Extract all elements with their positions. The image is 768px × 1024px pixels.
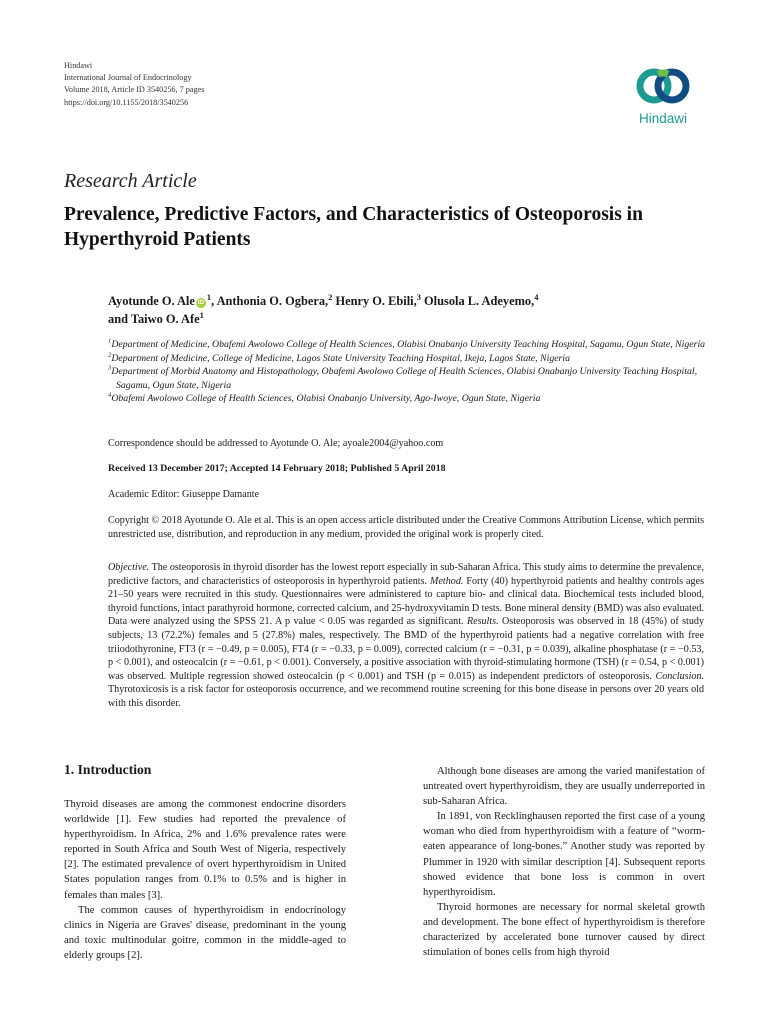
section-heading: 1. Introduction [64, 762, 152, 777]
affiliation-text: Department of Medicine, College of Medicine, Lagos State University Teaching Hospital, Ikeja, Lagos State, Nigeria [111, 352, 570, 364]
right-column [423, 764, 705, 960]
journal-header [64, 60, 204, 109]
orcid-icon[interactable]: iD [197, 299, 205, 306]
affiliation-text: Department of Morbid Anatomy and Histopathology, Obafemi Awolowo College of Health Sciences, Olabisi Onabanjo University Teaching Hospital, Sagamu, Ogun State, Nigeria [111, 366, 698, 391]
correspondence: Correspondence should be addressed to Ayotunde O. Ale; ayoale2004@yahoo.com [108, 438, 444, 449]
body-paragraph: In 1891, von Recklinghausen reported the first case of a young woman who died from hyperthyroidism with a feature of “worm-eaten appearance of long-bones.” Another study was reported by Plummer in 1920 with similar description [4]. Subsequent reports showed evidence that bone loss is common in overt hyperthyroidism. [423, 811, 705, 898]
author-affiliation-marker: 1 [199, 309, 204, 320]
abstract-results: Osteoporosis was observed in 18 (45%) of study subjects, 13 (72.2%) females and 5 (27.8%) males, respectively. The BMD of the hyperthyroid patients had a negative correlation with free triiodothyronine, FT3 (r = −0.49, p = 0.005), FT4 (r = −0.33, p = 0.009), corrected calcium (r = −0.31, p = 0.039), alkaline phosphatase (r = −0.53, p < 0.001), and osteocalcin (r = −0.61, p < 0.001). Conversely, a positive association with thyroid-stimulating hormone (TSH) (r = 0.54, p < 0.001) was observed. Multiple regression showed osteocalcin (p < 0.001) and TSH (p = 0.015) as independent predictors of osteoporosis. [108, 616, 704, 682]
affiliation-item [108, 338, 708, 352]
abstract-method: Forty (40) hyperthyroid patients and healthy controls ages 21–50 years were recruited in this study. Questionnaires were administered to capture bio- and clinical data. Biochemical tests included blood, thyroid functions, intact parathyroid hormone, corrected calcium, and 25-hydroxyvitamin D tests. Bone mineral density (BMD) was also evaluated. Data were analyzed using the SPSS 21. A p value < 0.05 was regarded as significant. [108, 575, 704, 628]
body-paragraph: Thyroid hormones are necessary for normal skeletal growth and development. The bone effect of hyperthyroidism is therefore characterized by accelerated bone turnover caused by direct stimulation of bones cells from high thyroid [423, 901, 705, 959]
author-affiliation-marker: 4 [534, 291, 539, 302]
abstract-method-label: Method. [430, 575, 464, 587]
author-name: Olusola L. Adeyemo, [424, 294, 535, 308]
author-affiliation-marker: 1 [206, 291, 212, 302]
doi-link[interactable]: https://doi.org/10.1155/2018/3540256 [64, 97, 189, 107]
body-paragraph: Although bone diseases are among the varied manifestation of untreated overt hyperthyroidism, they are usually underreported in sub-Saharan Africa. [423, 766, 705, 808]
affiliation-item [108, 392, 708, 406]
author-name: Ayotunde O. Ale [108, 294, 195, 308]
author-affiliation-marker: 2 [328, 291, 333, 302]
affiliation-marker: 3 [108, 364, 112, 372]
body-paragraph: Thyroid diseases are among the commonest endocrine disorders worldwide [1]. Few studies had reported the prevalence of hyperthyroidism. In Africa, 2% and 1.6% prevalence rates were reported in South Africa and South West of Nigeria, respectively [2]. The estimated prevalence of overt hyperthyroidism in United States population ranges from 0.1% to 0.5% and is higher in females than males [3]. [64, 799, 346, 901]
author-name: Anthonia O. Ogbera, [216, 294, 329, 308]
abstract-conclusion: Thyrotoxicosis is a risk factor for osteoporosis occurrence, and we recommend routine screening for this bone disease in persons over 20 years old with this disorder. [108, 684, 704, 709]
abstract-objective-label: Objective. [108, 562, 150, 573]
affiliation-marker: 1 [108, 337, 112, 345]
author-affiliation-marker: 3 [416, 291, 421, 302]
abstract-results-label: Results. [466, 616, 499, 628]
journal-name: International Journal of Endocrinology [64, 73, 192, 83]
affiliation-marker: 2 [108, 351, 112, 359]
affiliation-item [108, 365, 708, 392]
affiliation-text: Department of Medicine, Obafemi Awolowo College of Health Sciences, Olabisi Onabanjo University Teaching Hospital, Sagamu, Ogun State, Nigeria [111, 339, 706, 350]
author-separator: , [211, 294, 217, 308]
affiliation-marker: 4 [108, 392, 112, 400]
copyright-notice: Copyright © 2018 Ayotunde O. Ale et al. This is an open access article distributed under the Creative Commons Attribution License, which permits unrestricted use, distribution, and reproduction in any medium, provided the original work is properly cited. [108, 515, 704, 540]
publisher-name: Hindawi [64, 61, 93, 70]
academic-editor: Academic Editor: Giuseppe Damante [108, 489, 260, 500]
body-paragraph: The common causes of hyperthyroidism in endocrinology clinics in Nigeria are Graves' disease, predominant in the young and toxic multinodular goitre, common in the middle-aged to elderly groups [2]. [64, 904, 346, 961]
article-type: Research Article [64, 170, 197, 192]
logo-wordmark: Hindawi [638, 111, 688, 126]
abstract-objective: The osteoporosis in thyroid disorder has the lowest report especially in sub-Saharan Africa. This study aims to determine the prevalence, predictive factors, and characteristics of osteoporosis in hyperthyroid patients. [108, 562, 704, 587]
volume-info: Volume 2018, Article ID 3540256, 7 pages [64, 85, 205, 95]
left-column [64, 797, 346, 963]
affiliation-item [108, 352, 708, 366]
author-name: Henry O. Ebili, [335, 294, 417, 308]
hindawi-logo-icon [626, 62, 702, 110]
affiliation-list [108, 338, 708, 406]
affiliation-text: Obafemi Awolowo College of Health Sciences, Olabisi Onabanjo University, Ago-Iwoye, Ogun State, Nigeria [111, 393, 541, 405]
abstract-conclusion-label: Conclusion. [655, 670, 704, 682]
author-name: and Taiwo O. Afe [108, 312, 200, 326]
author-list [108, 292, 708, 328]
article-title: Prevalence, Predictive Factors, and Characteristics of Osteoporosis in Hyperthyroid Patients [64, 204, 643, 250]
abstract [108, 561, 704, 711]
hindawi-logo[interactable] [626, 62, 706, 142]
publication-dates: Received 13 December 2017; Accepted 14 February 2018; Published 5 April 2018 [108, 463, 446, 474]
